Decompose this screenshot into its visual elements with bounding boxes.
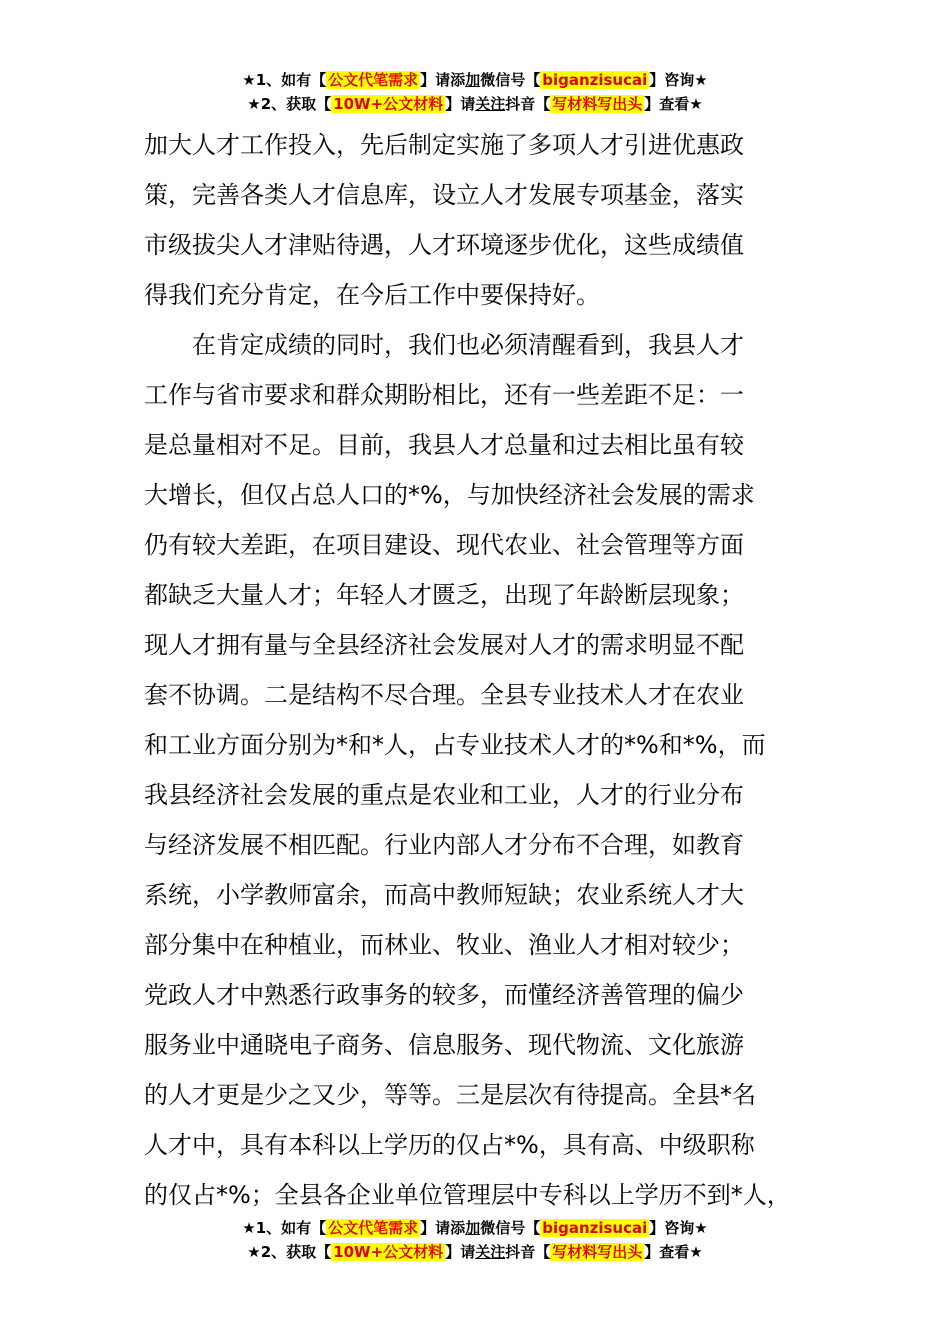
banner-text: 微信号【 [480,1219,541,1237]
banner-line-2 [0,1240,950,1264]
document-body [144,120,824,1220]
banner-text: 】查看★ [644,1243,703,1261]
banner-highlight: 公文代笔需求 [328,71,419,89]
banner-text: ★2、获取【 [247,95,332,113]
body-line: 人才中，具有本科以上学历的仅占*%，具有高、中级职称 [144,1131,755,1159]
body-line: 部分集中在种植业，而林业、牧业、渔业人才相对较少； [144,931,744,959]
banner-highlight: 写材料写出头 [552,95,643,113]
body-line: 的仅占*%；全县各企业单位管理层中专科以上学历不到*人， [144,1181,791,1209]
banner-highlight: 10W+公文材料 [333,95,444,113]
body-line: 套不协调。二是结构不尽合理。全县专业技术人才在农业 [144,681,744,709]
banner-text: 微信号【 [480,71,541,89]
banner-underline: 关注 [475,95,506,113]
banner-text: ★2、获取【 [247,1243,332,1261]
banner-text: 】请 [445,1243,476,1261]
body-line: 现人才拥有量与全县经济社会发展对人才的需求明显不配 [144,631,744,659]
body-line: 加大人才工作投入，先后制定实施了多项人才引进优惠政 [144,131,744,159]
banner-highlight: 10W+公文材料 [333,1243,444,1261]
banner-text: 】咨询★ [649,71,708,89]
banner-line-1 [0,1216,950,1240]
body-line: 市级拔尖人才津贴待遇，人才环境逐步优化，这些成绩值 [144,231,744,259]
banner-text: 】请 [445,95,476,113]
banner-underline: 加 [465,1219,481,1237]
banner-text: 】查看★ [644,95,703,113]
banner-highlight: 公文代笔需求 [328,1219,419,1237]
body-line: 系统，小学教师富余，而高中教师短缺；农业系统人才大 [144,881,744,909]
body-line: 与经济发展不相匹配。行业内部人才分布不合理，如教育 [144,831,744,859]
banner-highlight: 写材料写出头 [552,1243,643,1261]
banner-highlight: biganzisucai [542,1219,648,1237]
body-line: 都缺乏大量人才；年轻人才匮乏，出现了年龄断层现象； [144,581,744,609]
body-line: 得我们充分肯定，在今后工作中要保持好。 [144,281,600,309]
footer-banner [0,1216,950,1264]
body-line: 工作与省市要求和群众期盼相比，还有一些差距不足：一 [144,381,744,409]
body-line: 仍有较大差距，在项目建设、现代农业、社会管理等方面 [144,531,744,559]
banner-text: 】请添 [420,1219,466,1237]
body-line: 服务业中通晓电子商务、信息服务、现代物流、文化旅游 [144,1031,744,1059]
body-line: 大增长，但仅占总人口的*%，与加快经济社会发展的需求 [144,481,755,509]
banner-line-1 [0,68,950,92]
body-line: 党政人才中熟悉行政事务的较多，而懂经济善管理的偏少 [144,981,744,1009]
banner-line-2 [0,92,950,116]
header-banner [0,68,950,116]
banner-underline: 关注 [475,1243,506,1261]
body-line: 是总量相对不足。目前，我县人才总量和过去相比虽有较 [144,431,744,459]
body-line: 我县经济社会发展的重点是农业和工业，人才的行业分布 [144,781,744,809]
banner-text: 】请添 [420,71,466,89]
banner-text: ★1、如有【 [242,71,327,89]
banner-text: 抖音【 [505,1243,551,1261]
banner-text: ★1、如有【 [242,1219,327,1237]
banner-highlight: biganzisucai [542,71,648,89]
banner-text: 】咨询★ [649,1219,708,1237]
body-line: 和工业方面分别为*和*人，占专业技术人才的*%和*%，而 [144,731,766,759]
banner-text: 抖音【 [505,95,551,113]
body-line: 的人才更是少之又少，等等。三是层次有待提高。全县*名 [144,1081,756,1109]
banner-underline: 加 [465,71,481,89]
body-line: 策，完善各类人才信息库，设立人才发展专项基金，落实 [144,181,744,209]
body-line: 在肯定成绩的同时，我们也必须清醒看到，我县人才 [144,331,744,359]
